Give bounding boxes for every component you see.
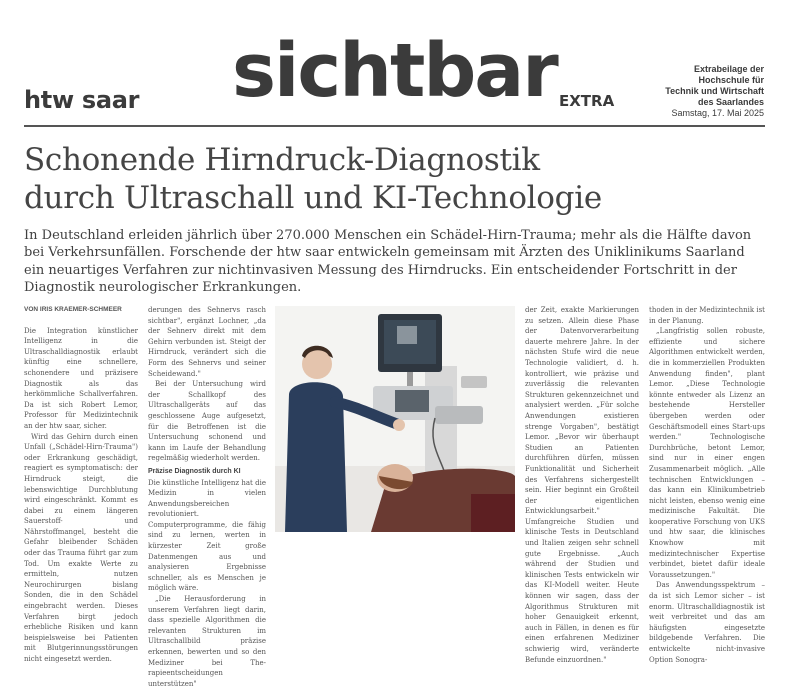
body-column-2 — [148, 305, 266, 688]
body-column-1 — [24, 305, 138, 663]
issue-date: Samstag, 17. Mai 2025 — [671, 108, 764, 118]
paragraph: Wird das Gehirn durch einen Unfall („Schädel-Hirn-Trauma") oder Erkrankung geschädigt, reagiert es symptomatisch: der Hirndruck steigt, die lebenswichtige Durchblutung wird eingeschränkt. Kommt es dabei zu einem längeren Sauerstoff- und Nährstoffmangel, besteht die Gefahr bleibender Schäden oder das Trauma führt gar zum Tod. Um exakte Werte zu ermitteln, nutzen Neurochirurgen bislang Sonden, die in den Schädel eingebracht werden. Dieses Verfahren birgt jedoch erhebliche Risiken und kann beispielsweise bei Patienten mit Blutgerinnungsstörungen nicht eingesetzt werden. — [24, 432, 138, 663]
paragraph: thoden in der Medizintechnik ist in der Planung. — [649, 306, 765, 325]
supplement-info — [614, 64, 764, 119]
paragraph: derungen des Sehnervs rasch sichtbar", ergänzt Lochner, „da der Sehnerv direkt mit dem Gehirn verbunden ist. Steigt der Hirndruck, verändert sich die Form des Sehnervs und seiner Scheidewand." — [148, 306, 266, 378]
headline-line-2: durch Ultraschall und KI-Technologie — [24, 180, 602, 216]
paragraph: der Zeit, exakte Markierungen zu setzen. Allein diese Phase der Datenvorverarbeitung dauerte mehrere Jahre. In der nächsten Stufe wird die neue Technologie validiert, d. h. kontrolliert, wie präzise und zuverlässig die relevanten Strukturen gekennzeichnet und analysiert werden. „Für solche Anwendungen existieren strenge Vorgaben", bestätigt Lemor. „Bevor wir überhaupt Studien an Patienten durchführen dürfen, müssen Funktionalität und Sicherheit des Verfahrens sichergestellt sein. Hier beginnt ein Großteil der eigentlichen Entwicklungsarbeit." Umfangreiche Studien und klinische Tests in Deutschland und Italien zeigen sehr schnell gute Ergebnisse. „Auch während der Studien und klinischen Tests entwickeln wir das KI-Modell weiter. Heute können wir sagen, dass der Algorithmus Strukturen mit hoher Genauigkeit erkennt, auch in Fällen, in denen es für einen erfahrenen Mediziner schwierig wird, veränderte Befunde einzuordnen." — [525, 306, 639, 664]
supplement-line-2: Hochschule für — [698, 75, 764, 85]
paragraph: Die künstliche Intelligenz hat die Medizin in vielen Anwendungsbereichen revolutioniert. Computerprogramme, die fähig sind zu lernen, werten in kürzester Zeit große Datenmengen aus und analysieren Ergebnisse schneller, als es Menschen je möglich wäre. — [148, 478, 266, 593]
ultrasound-scene-illustration — [275, 306, 515, 532]
paragraph: „Langfristig sollen robuste, effiziente und sichere Algorithmen entwickelt werden, die in kommerziellen Produkten Anwendung finden", plant Lemor. „Diese Technologie könnte entweder als Lizenz an bestehende Hersteller übergeben werden oder Geschäftsmodell eines Start-ups werden." Technologische Durchbrüche, betont Lemor, sind nur in einer engen Zusammenarbeit möglich. „Alle technischen Entwicklungen – das kann ein Klinikumbetrieb nicht leisten, ebenso wenig eine medizinische Fakultät. Die kooperative Forschung von UKS und htw saar, die klinisches Knowhow mit medizintechnischer Expertise verbindet, bietet dafür ideale Voraussetzungen." — [649, 327, 765, 579]
byline: VON IRIS KRAEMER-SCHMEER — [24, 306, 122, 313]
body-column-4 — [649, 305, 765, 664]
article-photo — [275, 306, 515, 532]
publication-title: sichtbar — [232, 28, 557, 114]
htw-saar-logo: htw saar — [24, 86, 140, 114]
supplement-line-3: Technik und Wirtschaft — [665, 86, 764, 96]
masthead-divider — [24, 125, 765, 127]
paragraph: „Die Herausforderung in unserem Verfahren liegt darin, dass spezielle Algorithmen die relevanten Strukturen im Ultraschallbild präzise erkennen, bewerten und so den Mediziner bei The- rapieentscheidungen unterstützen" — [148, 595, 266, 688]
headline-line-1: Schonende Hirndruck-Diagnostik — [24, 142, 540, 178]
publication-extra-label: EXTRA — [559, 92, 615, 110]
supplement-line-4: des Saarlandes — [697, 97, 764, 107]
article-lead: In Deutschland erleiden jährlich über 270.000 Menschen ein Schädel-Hirn-Trauma; mehr als die Hälfte davon bei Verkehrsunfällen. Forschende der htw saar entwickeln gemeinsam mit Ärzten des Uniklinikums Saarland ein neuartiges Verfahren zur nichtinvasiven Messung des Hirndrucks. Ein entscheidender Fortschritt in der Diagnostik neurologischer Erkrankungen. — [24, 228, 752, 295]
section-subhead: Präzise Diagnostik durch KI — [148, 467, 241, 475]
paragraph: Das Anwendungsspektrum – da ist sich Lemor sicher – ist enorm. Ultraschalldiagnostik ist weit verbreitet und das am häufigsten eingesetzte bildgebende Verfahren. Die entwickelte nicht-invasive Option Sonogra- — [649, 581, 765, 664]
body-column-3 — [525, 305, 639, 664]
paragraph: Die Integration künstlicher Intelligenz in die Ultraschalldiagnostik erlaubt künftig eine schnellere, schonendere und präzisere Diagnostik als das herkömmliche Schallverfahren. Da ist sich Robert Lemor, Professor für Medizintechnik an der htw saar, sicher. — [24, 326, 138, 430]
paragraph: Bei der Untersuchung wird der Schallkopf des Ultraschallgeräts auf das geschlossene Auge aufgesetzt, für die Betroffenen ist die Untersuchung schonend und kann im Laufe der Behandlung regelmäßig wiederholt werden. — [148, 380, 266, 463]
article-headline — [24, 141, 766, 217]
supplement-line-1: Extrabeilage der — [693, 64, 764, 74]
